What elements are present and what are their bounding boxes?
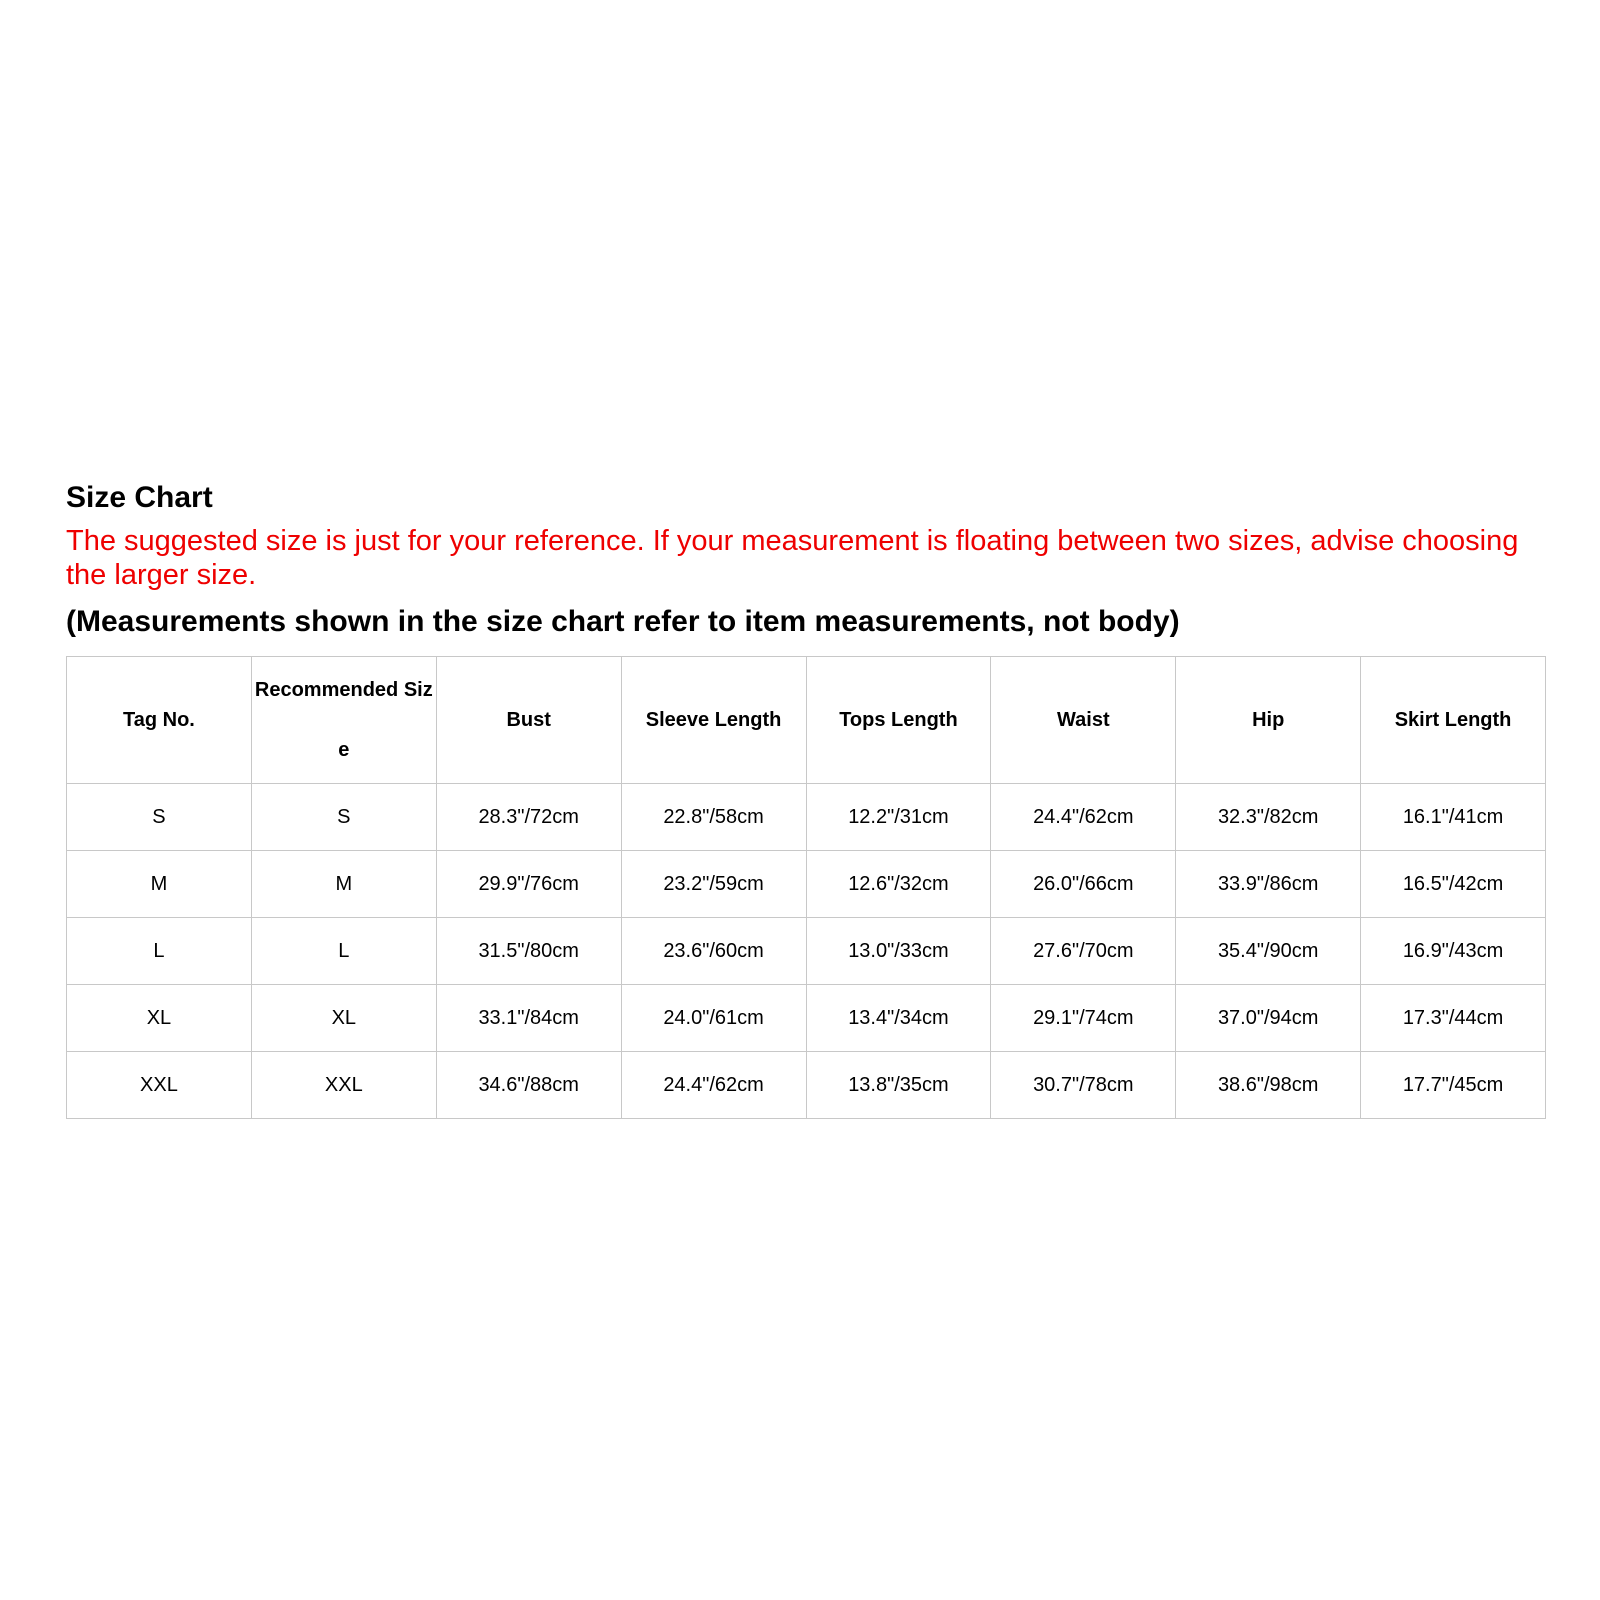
header-tag-no: Tag No. [67, 657, 252, 784]
table-row [67, 851, 1546, 918]
table-cell: 29.1"/74cm [991, 985, 1176, 1052]
table-row [67, 918, 1546, 985]
table-row [67, 985, 1546, 1052]
header-bust: Bust [436, 657, 621, 784]
header-waist: Waist [991, 657, 1176, 784]
table-cell: 26.0"/66cm [991, 851, 1176, 918]
measurement-subtitle: (Measurements shown in the size chart refer to item measurements, not body) [66, 605, 1180, 638]
table-cell: 32.3"/82cm [1176, 784, 1361, 851]
table-cell: 13.8"/35cm [806, 1052, 991, 1119]
header-hip: Hip [1176, 657, 1361, 784]
table-cell: 12.2"/31cm [806, 784, 991, 851]
table-cell: 13.4"/34cm [806, 985, 991, 1052]
table-cell: 27.6"/70cm [991, 918, 1176, 985]
table-cell: L [67, 918, 252, 985]
table-cell: XXL [67, 1052, 252, 1119]
size-table-body [67, 784, 1546, 1119]
table-cell: 13.0"/33cm [806, 918, 991, 985]
header-row [67, 657, 1546, 784]
table-cell: 23.6"/60cm [621, 918, 806, 985]
table-cell: 28.3"/72cm [436, 784, 621, 851]
table-cell: 23.2"/59cm [621, 851, 806, 918]
table-cell: S [67, 784, 252, 851]
table-cell: 33.9"/86cm [1176, 851, 1361, 918]
table-row [67, 784, 1546, 851]
table-cell: 35.4"/90cm [1176, 918, 1361, 985]
table-cell: 17.7"/45cm [1361, 1052, 1546, 1119]
header-sleeve-length: Sleeve Length [621, 657, 806, 784]
page-title: Size Chart [66, 481, 213, 514]
table-cell: 22.8"/58cm [621, 784, 806, 851]
header-skirt-length: Skirt Length [1361, 657, 1546, 784]
table-cell: 29.9"/76cm [436, 851, 621, 918]
header-recommended-size: Recommended Size [251, 657, 436, 784]
table-cell: XXL [251, 1052, 436, 1119]
size-chart-section [66, 478, 1546, 1119]
table-cell: 16.1"/41cm [1361, 784, 1546, 851]
size-table [66, 656, 1546, 1119]
table-cell: XL [251, 985, 436, 1052]
table-cell: M [251, 851, 436, 918]
table-cell: 12.6"/32cm [806, 851, 991, 918]
table-cell: S [251, 784, 436, 851]
table-cell: 31.5"/80cm [436, 918, 621, 985]
table-cell: 17.3"/44cm [1361, 985, 1546, 1052]
table-cell: XL [67, 985, 252, 1052]
table-cell: 30.7"/78cm [991, 1052, 1176, 1119]
table-cell: 16.9"/43cm [1361, 918, 1546, 985]
size-table-header [67, 657, 1546, 784]
table-cell: 24.4"/62cm [621, 1052, 806, 1119]
table-cell: 34.6"/88cm [436, 1052, 621, 1119]
table-cell: 24.4"/62cm [991, 784, 1176, 851]
header-tops-length: Tops Length [806, 657, 991, 784]
table-row [67, 1052, 1546, 1119]
table-cell: 33.1"/84cm [436, 985, 621, 1052]
table-cell: L [251, 918, 436, 985]
table-cell: 37.0"/94cm [1176, 985, 1361, 1052]
table-cell: 38.6"/98cm [1176, 1052, 1361, 1119]
table-cell: 24.0"/61cm [621, 985, 806, 1052]
table-cell: M [67, 851, 252, 918]
table-cell: 16.5"/42cm [1361, 851, 1546, 918]
size-note: The suggested size is just for your reference. If your measurement is floating between two sizes, advise choosing the larger size. [66, 525, 1519, 591]
